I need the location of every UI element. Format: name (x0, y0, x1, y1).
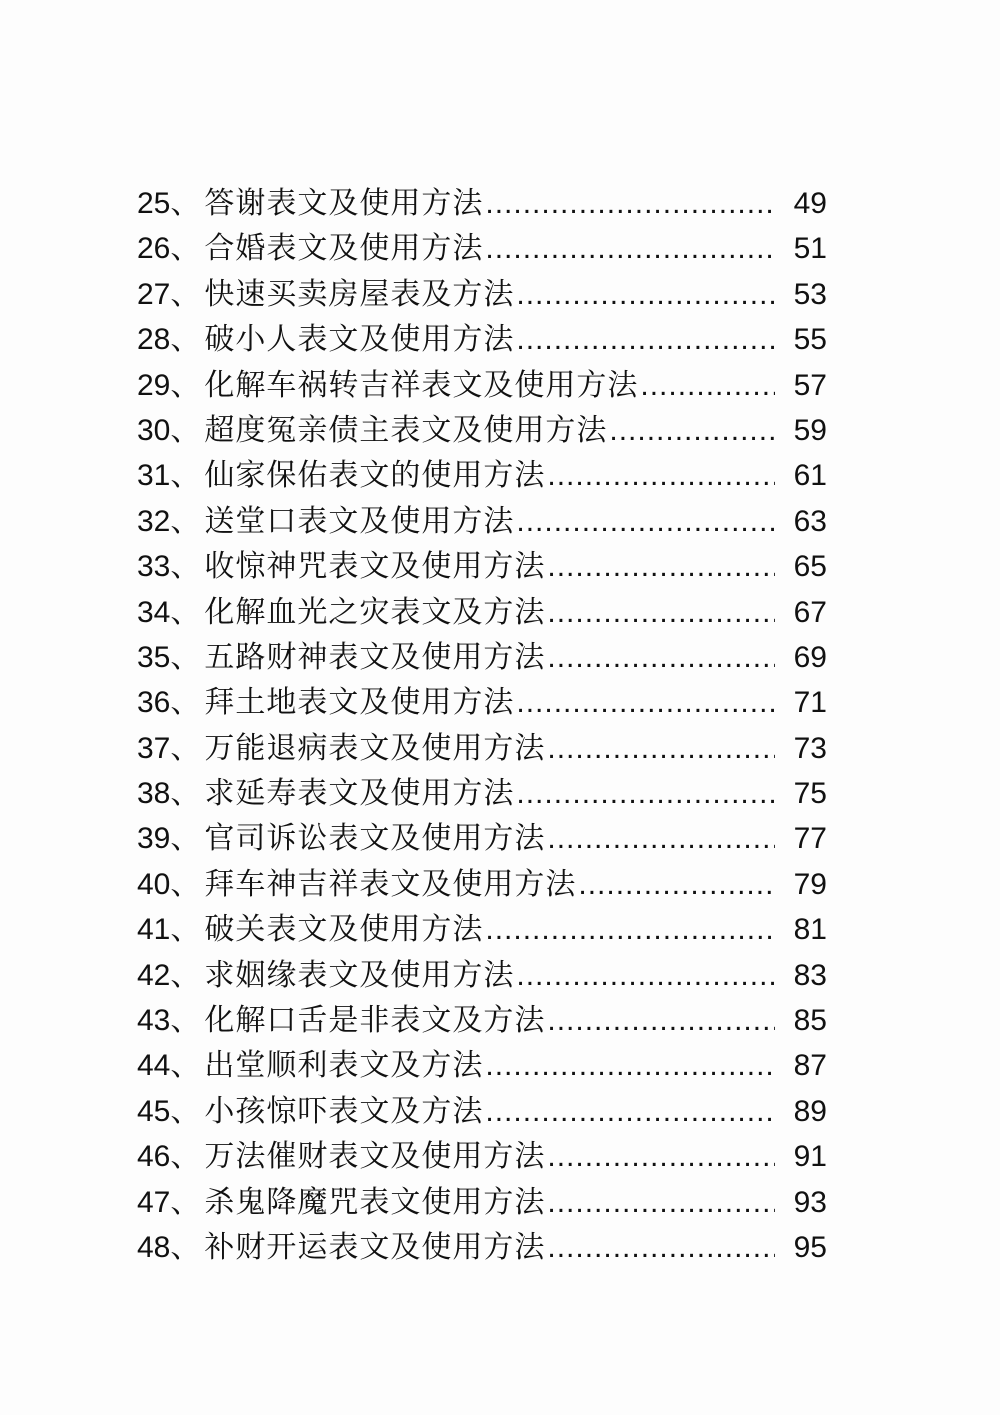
entry-page-number: 51 (793, 232, 827, 266)
dot-leader (609, 414, 775, 448)
entry-number: 41 (137, 913, 171, 947)
entry-separator: 、 (170, 1093, 201, 1129)
entry-separator: 、 (170, 594, 201, 630)
entry-page-number: 69 (793, 640, 827, 674)
toc-entry (137, 541, 827, 586)
dot-leader (516, 505, 775, 539)
dot-leader (485, 187, 775, 221)
entry-page-number: 83 (793, 958, 827, 992)
entry-title: 求延寿表文及使用方法 (204, 776, 515, 812)
entry-page-number: 77 (793, 822, 827, 856)
dot-leader (547, 732, 775, 766)
entry-number: 30 (137, 413, 171, 447)
entry-separator: 、 (170, 821, 201, 857)
entry-number: 47 (137, 1185, 171, 1219)
dot-leader (547, 596, 775, 630)
entry-title: 超度冤亲债主表文及使用方法 (204, 412, 608, 448)
entry-page-number: 73 (793, 731, 827, 765)
entry-separator: 、 (170, 1139, 201, 1175)
entry-number: 45 (137, 1094, 171, 1128)
toc-entry (137, 223, 827, 268)
entry-page-number: 87 (793, 1049, 827, 1083)
toc-entry (137, 314, 827, 359)
entry-page-number: 75 (793, 777, 827, 811)
entry-title: 官司诉讼表文及使用方法 (204, 821, 546, 857)
entry-number: 29 (137, 368, 171, 402)
toc-entry (137, 178, 827, 223)
entry-number: 35 (137, 640, 171, 674)
toc-entry (137, 950, 827, 995)
entry-number: 34 (137, 595, 171, 629)
entry-number: 43 (137, 1004, 171, 1038)
entry-separator: 、 (170, 412, 201, 448)
entry-page-number: 67 (793, 595, 827, 629)
entry-page-number: 93 (793, 1185, 827, 1219)
entry-separator: 、 (170, 1003, 201, 1039)
dot-leader (547, 822, 775, 856)
entry-page-number: 91 (793, 1140, 827, 1174)
entry-page-number: 85 (793, 1004, 827, 1038)
entry-page-number: 55 (793, 323, 827, 357)
dot-leader (485, 232, 775, 266)
entry-separator: 、 (170, 367, 201, 403)
entry-number: 38 (137, 777, 171, 811)
entry-separator: 、 (170, 685, 201, 721)
entry-title: 化解车祸转吉祥表文及使用方法 (204, 367, 639, 403)
table-of-contents (137, 178, 827, 1267)
entry-title: 补财开运表文及使用方法 (204, 1229, 546, 1265)
entry-separator: 、 (170, 1048, 201, 1084)
entry-number: 33 (137, 550, 171, 584)
toc-entry (137, 723, 827, 768)
dot-leader (516, 686, 775, 720)
entry-number: 28 (137, 323, 171, 357)
entry-separator: 、 (170, 186, 201, 221)
toc-entry (137, 1040, 827, 1085)
toc-entry (137, 1222, 827, 1267)
entry-number: 39 (137, 822, 171, 856)
entry-page-number: 65 (793, 550, 827, 584)
toc-entry (137, 995, 827, 1040)
entry-number: 25 (137, 187, 171, 220)
toc-entry (137, 587, 827, 632)
dot-leader (485, 913, 775, 947)
dot-leader (547, 641, 775, 675)
entry-separator: 、 (170, 776, 201, 812)
entry-title: 化解口舌是非表文及方法 (204, 1003, 546, 1039)
entry-number: 27 (137, 277, 171, 311)
entry-title: 拜车神吉祥表文及使用方法 (204, 866, 577, 902)
entry-title: 送堂口表文及使用方法 (204, 503, 515, 539)
dot-leader (547, 1231, 775, 1265)
entry-page-number: 71 (793, 686, 827, 720)
dot-leader (485, 1049, 775, 1083)
entry-number: 44 (137, 1049, 171, 1083)
entry-separator: 、 (170, 503, 201, 539)
entry-title: 求姻缘表文及使用方法 (204, 957, 515, 993)
toc-entry (137, 768, 827, 813)
dot-leader (516, 777, 775, 811)
entry-title: 快速买卖房屋表及方法 (204, 276, 515, 312)
entry-separator: 、 (170, 231, 201, 267)
entry-separator: 、 (170, 912, 201, 948)
entry-title: 收惊神咒表文及使用方法 (204, 549, 546, 585)
dot-leader (547, 459, 775, 493)
entry-title: 万法催财表文及使用方法 (204, 1139, 546, 1175)
entry-number: 36 (137, 686, 171, 720)
entry-page-number: 95 (793, 1230, 827, 1264)
entry-title: 五路财神表文及使用方法 (204, 639, 546, 675)
entry-page-number: 61 (793, 459, 827, 493)
entry-number: 32 (137, 504, 171, 538)
entry-page-number: 53 (793, 277, 827, 311)
entry-page-number: 49 (793, 187, 827, 220)
entry-page-number: 79 (793, 867, 827, 901)
dot-leader (547, 1004, 775, 1038)
toc-entry (137, 1086, 827, 1131)
toc-entry (137, 632, 827, 677)
entry-number: 48 (137, 1230, 171, 1264)
toc-entry (137, 405, 827, 450)
entry-page-number: 57 (793, 368, 827, 402)
entry-number: 37 (137, 731, 171, 765)
entry-separator: 、 (170, 957, 201, 993)
entry-title: 破小人表文及使用方法 (204, 322, 515, 358)
entry-title: 化解血光之灾表文及方法 (204, 594, 546, 630)
dot-leader (547, 1186, 775, 1220)
dot-leader (578, 868, 775, 902)
toc-entry (137, 269, 827, 314)
entry-separator: 、 (170, 458, 201, 494)
entry-page-number: 63 (793, 504, 827, 538)
entry-separator: 、 (170, 866, 201, 902)
dot-leader (516, 278, 775, 312)
entry-title: 合婚表文及使用方法 (204, 231, 484, 267)
toc-entry (137, 360, 827, 405)
toc-entry (137, 1177, 827, 1222)
dot-leader (640, 369, 775, 403)
toc-entry (137, 1131, 827, 1176)
entry-number: 40 (137, 867, 171, 901)
entry-page-number: 89 (793, 1094, 827, 1128)
entry-title: 杀鬼降魔咒表文使用方法 (204, 1184, 546, 1220)
toc-entry (137, 496, 827, 541)
entry-number: 42 (137, 958, 171, 992)
toc-entry (137, 450, 827, 495)
toc-entry (137, 813, 827, 858)
dot-leader (485, 1095, 775, 1129)
entry-title: 出堂顺利表文及方法 (204, 1048, 484, 1084)
entry-separator: 、 (170, 322, 201, 358)
dot-leader (547, 550, 775, 584)
entry-separator: 、 (170, 1184, 201, 1220)
toc-entry (137, 677, 827, 722)
entry-page-number: 81 (793, 913, 827, 947)
dot-leader (547, 1140, 775, 1174)
entry-number: 26 (137, 232, 171, 266)
entry-page-number: 59 (793, 413, 827, 447)
entry-separator: 、 (170, 549, 201, 585)
entry-title: 小孩惊吓表文及方法 (204, 1093, 484, 1129)
toc-entry (137, 859, 827, 904)
entry-title: 仙家保佑表文的使用方法 (204, 458, 546, 494)
entry-number: 31 (137, 459, 171, 493)
entry-number: 46 (137, 1140, 171, 1174)
entry-title: 拜土地表文及使用方法 (204, 685, 515, 721)
entry-separator: 、 (170, 276, 201, 312)
dot-leader (516, 959, 775, 993)
entry-title: 破关表文及使用方法 (204, 912, 484, 948)
entry-separator: 、 (170, 730, 201, 766)
entry-title: 万能退病表文及使用方法 (204, 730, 546, 766)
entry-separator: 、 (170, 639, 201, 675)
toc-entry (137, 904, 827, 949)
entry-separator: 、 (170, 1229, 201, 1265)
entry-title: 答谢表文及使用方法 (204, 186, 484, 221)
dot-leader (516, 323, 775, 357)
